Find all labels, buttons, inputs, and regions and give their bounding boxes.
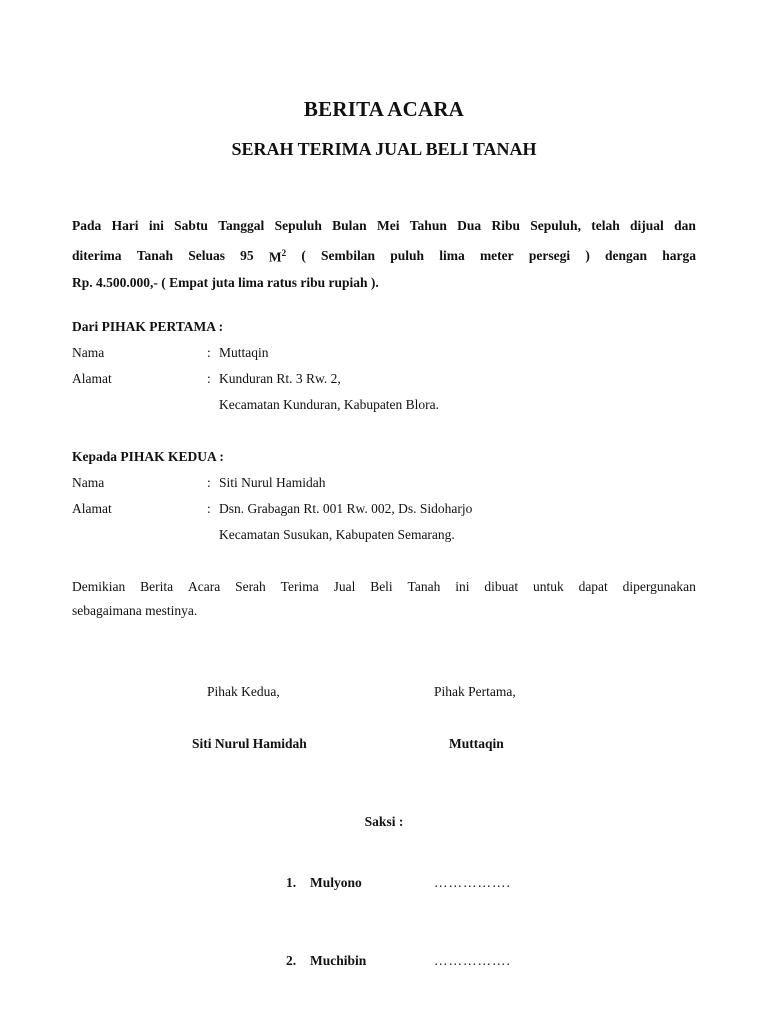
signature-right-role: Pihak Pertama, [434,684,516,699]
word: ( [301,248,306,263]
word: Pada [72,218,102,233]
intro-line-1 [72,218,696,234]
word: Demikian [72,579,126,594]
colon: : [207,371,211,386]
word: Terima [280,579,319,594]
word: Seluas [188,248,225,263]
word: untuk [532,579,564,594]
witness-signature-dots: ……………. [434,875,511,890]
kedua-nama-label: Nama [72,475,105,490]
pihak-kedua-heading: Kepada PIHAK KEDUA : [72,449,224,464]
intro-line-2 [72,248,696,266]
word: Dua [457,218,482,233]
kedua-alamat-line-1: Dsn. Grabagan Rt. 001 Rw. 002, Ds. Sidoharjo [219,501,473,516]
word: Sabtu [174,218,208,233]
word: Beli [370,579,393,594]
witness-name: Mulyono [310,875,362,890]
witness-name: Muchibin [310,953,367,968]
word: Tahun [409,218,447,233]
colon: : [207,501,211,516]
pertama-nama-label: Nama [72,345,105,360]
colon: : [207,475,211,490]
signature-left-role: Pihak Kedua, [207,684,280,699]
word: puluh [390,248,425,263]
word: Ribu [491,218,520,233]
kedua-alamat-line-2: Kecamatan Susukan, Kabupaten Semarang. [219,527,455,542]
word: $M^2$ [268,248,287,265]
colon: : [207,345,211,360]
pertama-alamat-line-1: Kunduran Rt. 3 Rw. 2, [219,371,341,386]
pertama-alamat-label: Alamat [72,371,112,386]
word: Sembilan [321,248,376,263]
word: Tanah [407,579,441,594]
word: Berita [140,579,174,594]
word: persegi [528,248,571,263]
word: dipergunakan [622,579,696,594]
pertama-nama-value: Muttaqin [219,345,269,360]
witness-signature-dots: ……………. [434,953,511,968]
closing-line-1 [72,579,696,595]
kedua-alamat-label: Alamat [72,501,112,516]
document-title: BERITA ACARA [303,97,465,121]
word: dibuat [484,579,519,594]
word: Serah [235,579,266,594]
witness-number: 1. [286,875,297,890]
kedua-nama-value: Siti Nurul Hamidah [219,475,326,490]
saksi-title: Saksi : [364,814,404,829]
witness-number: 2. [286,953,297,968]
word: harga [662,248,696,263]
word: lima [439,248,465,263]
word: Bulan [332,218,367,233]
word: Jual [333,579,356,594]
word: Hari [111,218,139,233]
word: dijual [630,218,664,233]
pihak-pertama-heading: Dari PIHAK PERTAMA : [72,319,224,334]
word: telah [591,218,620,233]
word: dapat [578,579,608,594]
word: 95 [240,248,254,263]
superscript-unit: 2 [281,248,287,258]
word: ini [455,579,470,594]
word: meter [479,248,514,263]
word: ini [148,218,164,233]
closing-line-2: sebagaimana mestinya. [72,603,198,618]
word: dan [674,218,696,233]
word: Tanah [136,248,173,263]
pertama-alamat-line-2: Kecamatan Kunduran, Kabupaten Blora. [219,397,440,412]
word: Sepuluh, [530,218,581,233]
word: ) [585,248,590,263]
word: dengan [605,248,648,263]
document-subtitle: SERAH TERIMA JUAL BELI TANAH [231,139,537,159]
word: Tanggal [218,218,265,233]
word: Mei [377,218,400,233]
word: diterima [72,248,122,263]
closing-paragraph [72,579,696,619]
signature-right-name: Muttaqin [449,736,504,751]
signature-left-name: Siti Nurul Hamidah [192,736,307,751]
intro-line-3: Rp. 4.500.000,- ( Empat juta lima ratus ribu rupiah ). [72,275,379,290]
word: Acara [187,579,221,594]
word: Sepuluh [274,218,322,233]
